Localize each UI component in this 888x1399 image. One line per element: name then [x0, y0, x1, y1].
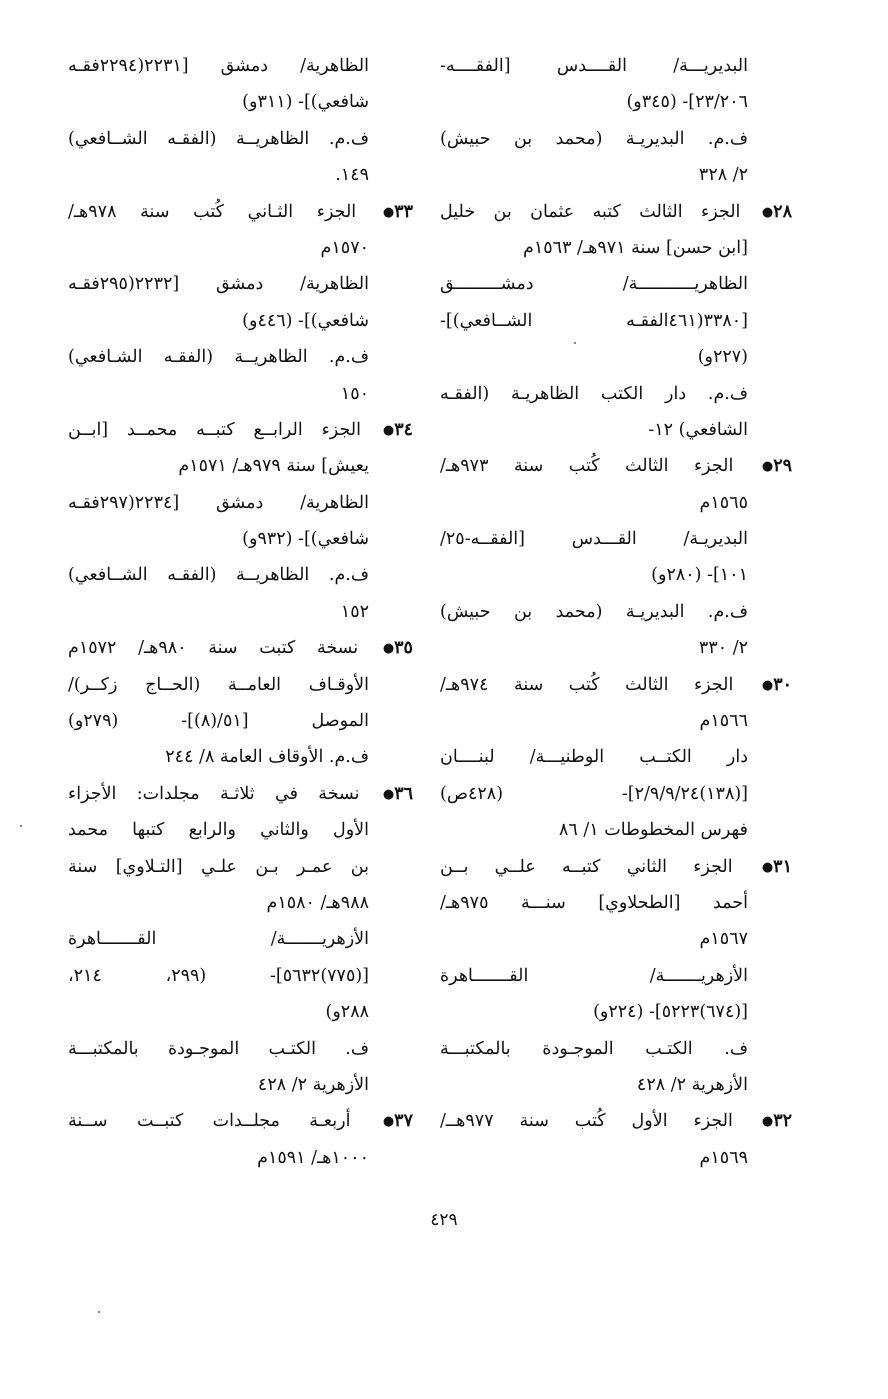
catalog-entry: [68, 48, 413, 194]
entry-number: ٣٢: [773, 1111, 792, 1132]
bullet-icon: ●: [761, 204, 774, 220]
entry-line: [68, 230, 413, 266]
bullet-icon: ●: [382, 422, 395, 438]
entry-text: الأزهرية ٢/ ٤٢٨: [636, 1074, 748, 1095]
entry-line: [440, 1067, 792, 1103]
entry-text: [(١٣٨)٢/٩/٩/٢٤]- (٤٢٨ص): [440, 783, 748, 804]
entry-text: يعيش] سنة ٩٧٩هـ/ ١٥٧١م: [178, 456, 369, 477]
entry-text: الجزء الثالث كُتب سنة ٩٧٣هـ/: [440, 456, 734, 477]
entry-line: [440, 994, 792, 1030]
entry-line: [440, 594, 792, 630]
catalog-entry: [440, 194, 792, 449]
catalog-entry: [440, 849, 792, 1104]
entry-text: البديريـــة/ القــــدس [الفقــــه-: [440, 56, 748, 76]
bullet-icon: ●: [761, 459, 774, 475]
entry-text: الجزء الثالث كُتب سنة ٩٧٤هـ/: [440, 674, 734, 695]
entry-number: ٣٥: [394, 638, 413, 659]
entry-line: [440, 230, 792, 266]
entry-text: ف.م. دار الكتب الظاهريـة (الفقـه: [440, 383, 748, 404]
bullet-icon: ●: [382, 1114, 395, 1130]
bullet-icon: ●: [761, 1114, 774, 1130]
entry-text: الجزء الثاني كتبــه علــي بــن: [440, 856, 733, 877]
entry-line: [68, 194, 413, 230]
entry-text: ١٠١]- (٢٨٠و): [651, 565, 748, 586]
entry-line: [440, 448, 792, 484]
entry-line: [68, 557, 413, 593]
page-number: ٤٢٩: [430, 1210, 458, 1230]
entry-text: شافعي)]- (٣١١و): [242, 92, 369, 113]
bullet-icon: ●: [382, 786, 395, 802]
entry-text: أربعـة مجلــدات كتبــت ســنة: [68, 1111, 351, 1132]
entry-text: ف.م. الأوقاف العامة ٨/ ٢٤٤: [165, 747, 369, 768]
entry-text: نسخة في ثلاثـة مجلدات: الأجزاء: [68, 783, 360, 804]
entry-line: [68, 849, 413, 885]
entry-text: أحمد [الطحلاوي] سنـــة ٩٧٥هـ/: [440, 892, 748, 913]
entry-line: [68, 121, 413, 157]
entry-line: [440, 703, 792, 739]
entry-line: [440, 1031, 792, 1067]
entry-line: [68, 303, 413, 339]
scan-speck: [574, 342, 576, 344]
entry-text: فهرس المخطوطات ١/ ٨٦: [558, 820, 748, 841]
entry-text: ف. الكتـب الموجـودة بالمكتبـــة: [440, 1038, 748, 1059]
entry-text: الموصل [٥١/(٨)]- (٢٧٩و): [68, 711, 369, 732]
entry-line: [440, 958, 792, 994]
entry-text: ف.م. الظاهريــة (الفقـه الشـافعي): [68, 347, 369, 368]
entry-number: ٣٦: [394, 783, 413, 804]
entry-number: ٣٠: [773, 674, 792, 695]
catalog-entry: [440, 1103, 792, 1176]
bullet-icon: ●: [382, 204, 395, 220]
entry-text: بن عمـر بـن علـي [التـلاوي] سنة: [68, 856, 369, 877]
entry-text: الجزء الأول كُتب سنة ٩٧٧هــ/: [440, 1111, 733, 1132]
entry-line: [68, 157, 413, 193]
entry-line: [440, 849, 792, 885]
entry-text: ف.م. البديريـة (محمد بن حبيش): [440, 601, 748, 622]
entry-number: ٢٩: [773, 456, 792, 477]
entry-text: ١٥٢: [340, 601, 369, 622]
entry-text: الأوقـاف العامــة (الحــاج زكــر)/: [68, 674, 369, 695]
entry-text: البديريـة/ القـــدس [الفقــه-٢٥/: [440, 529, 748, 550]
entry-text: نسخة كتبت سنة ٩٨٠هـ/ ١٥٧٢م: [68, 638, 359, 659]
scan-speck: [98, 1311, 100, 1313]
entry-line: [440, 667, 792, 703]
bullet-icon: ●: [761, 677, 774, 693]
entry-line: [440, 339, 792, 375]
entry-text: ٢٣/٢٠٦]- (٣٤٥و): [626, 92, 748, 113]
entry-line: [68, 48, 413, 84]
entry-text: ١٥٧٠م: [320, 237, 369, 258]
entry-line: [68, 885, 413, 921]
entry-line: [68, 1103, 413, 1139]
scan-speck: [20, 825, 22, 827]
entry-line: [440, 630, 792, 666]
entry-text: [(٦٧٤)٥٢٢٣]- (٢٢٤و): [593, 1002, 748, 1023]
catalog-entry: [440, 667, 792, 849]
entry-text: ٢/ ٣٣٠: [698, 638, 748, 659]
entry-text: الجزء الثالث كتبه عثمان بن خليل: [440, 201, 741, 222]
entry-line: [68, 412, 413, 448]
entry-line: [68, 921, 413, 957]
entry-text: ١٠٠٠هـ/ ١٥٩١م: [257, 1147, 369, 1168]
entry-line: [440, 84, 792, 120]
entry-line: [68, 84, 413, 120]
catalog-entry: [68, 776, 413, 1104]
entry-text: الأزهريـــــــة/ القـــــــاهرة: [440, 965, 748, 986]
entry-number: ٣٧: [394, 1111, 413, 1132]
entry-text: شافعي)]- (٤٤٦و): [242, 310, 369, 331]
entry-text: [ابن حسن] سنة ٩٧١هـ/ ١٥٦٣م: [523, 237, 748, 258]
entry-text: الظاهرية/ دمشق [٢٢٣٤(٢٩٧فقـه: [68, 492, 369, 513]
entry-line: [68, 776, 413, 812]
entry-text: شافعي)]- (٩٣٢و): [242, 529, 369, 550]
bullet-icon: ●: [761, 859, 774, 875]
entry-text: الظاهريـــــــــــة/ دمشـــــــــق: [440, 274, 748, 295]
entry-line: [440, 885, 792, 921]
entry-line: [68, 812, 413, 848]
entry-line: [68, 1031, 413, 1067]
entry-line: [440, 739, 792, 775]
entry-number: ٣٣: [394, 201, 413, 222]
entry-text: ١٥٦٧م: [699, 929, 748, 950]
entry-number: ٢٨: [773, 201, 792, 222]
entry-text: ١٥٦٩م: [699, 1147, 748, 1168]
entry-line: [440, 1103, 792, 1139]
entry-line: [440, 303, 792, 339]
entry-text: (٢٢٧و): [697, 347, 748, 368]
entry-text: الظاهرية/ دمشق [٢٢٣٢(٢٩٥فقـه: [68, 274, 369, 295]
entry-line: [68, 703, 413, 739]
entry-text: ف.م. الظاهريــة (الفقـه الشــافعي): [68, 128, 369, 149]
entry-text: ف. الكتـب الموجـودة بالمكتبـــة: [68, 1038, 369, 1059]
entry-line: [68, 376, 413, 412]
entry-line: [440, 521, 792, 557]
catalog-entry: [68, 1103, 413, 1176]
entry-line: [440, 376, 792, 412]
entry-line: [440, 194, 792, 230]
entry-text: [٣٣٨٠(٤٦١الفقـه الشــافعي)]-: [440, 310, 748, 331]
entry-text: دار الكتــب الوطنيـــة/ لبنــــان: [440, 747, 748, 768]
entry-number: ٣١: [773, 856, 792, 877]
entry-line: [68, 339, 413, 375]
entry-line: [68, 1140, 413, 1176]
entry-text: الأزهريـــــــة/ القـــــــاهرة: [68, 929, 369, 950]
entry-text: [(٧٧٥)٥٦٣٢]- (٢٩٩، ٢١٤،: [68, 965, 369, 986]
entry-text: الظاهرية/ دمشق [٢٢٣١(٢٢٩٤فقـه: [68, 56, 369, 76]
entry-text: الجزء الرابــع كتبــه محمــد [ابــن: [68, 419, 361, 440]
entry-line: [68, 266, 413, 302]
entry-text: الأول والثاني والرابع كتبها محمد: [68, 820, 369, 841]
entry-line: [440, 557, 792, 593]
entry-line: [68, 739, 413, 775]
entry-text: ف.م. البديريـة (محمد بن حبيش): [440, 128, 748, 149]
entry-text: ١٥٦٥م: [699, 492, 748, 513]
entry-line: [68, 994, 413, 1030]
entry-line: [440, 121, 792, 157]
left-column: [68, 48, 413, 1176]
entry-line: [440, 48, 792, 84]
entry-line: [68, 485, 413, 521]
catalog-entry: [440, 448, 792, 666]
bullet-icon: ●: [382, 641, 395, 657]
entry-line: [440, 776, 792, 812]
catalog-entry: [440, 48, 792, 194]
entry-line: [68, 1067, 413, 1103]
entry-line: [440, 485, 792, 521]
entry-line: [68, 594, 413, 630]
right-column: [440, 48, 792, 1176]
entry-text: ١٤٩.: [335, 165, 369, 186]
entry-line: [440, 1140, 792, 1176]
entry-text: الشافعي) ١٢-: [648, 419, 748, 440]
entry-line: [68, 448, 413, 484]
entry-text: ١٥٦٦م: [699, 711, 748, 732]
entry-line: [440, 157, 792, 193]
entry-line: [68, 630, 413, 666]
catalog-entry: [68, 630, 413, 776]
catalog-entry: [68, 412, 413, 630]
entry-text: ١٥٠: [340, 383, 369, 404]
entry-number: ٣٤: [394, 419, 413, 440]
entry-text: الأزهرية ٢/ ٤٢٨: [257, 1074, 369, 1095]
entry-line: [440, 266, 792, 302]
entry-line: [68, 958, 413, 994]
entry-text: ف.م. الظاهريــة (الفقـه الشــافعي): [68, 565, 369, 586]
entry-text: ٩٨٨هـ/ ١٥٨٠م: [266, 892, 369, 913]
entry-line: [440, 812, 792, 848]
entry-text: ٢/ ٣٢٨: [698, 165, 748, 186]
entry-line: [440, 921, 792, 957]
entry-text: الجزء الثـاني كُتب سنة ٩٧٨هـ/: [68, 201, 357, 222]
entry-line: [440, 412, 792, 448]
catalog-entry: [68, 194, 413, 412]
entry-line: [68, 521, 413, 557]
entry-line: [68, 667, 413, 703]
entry-text: ٢٨٨و): [325, 1002, 369, 1023]
